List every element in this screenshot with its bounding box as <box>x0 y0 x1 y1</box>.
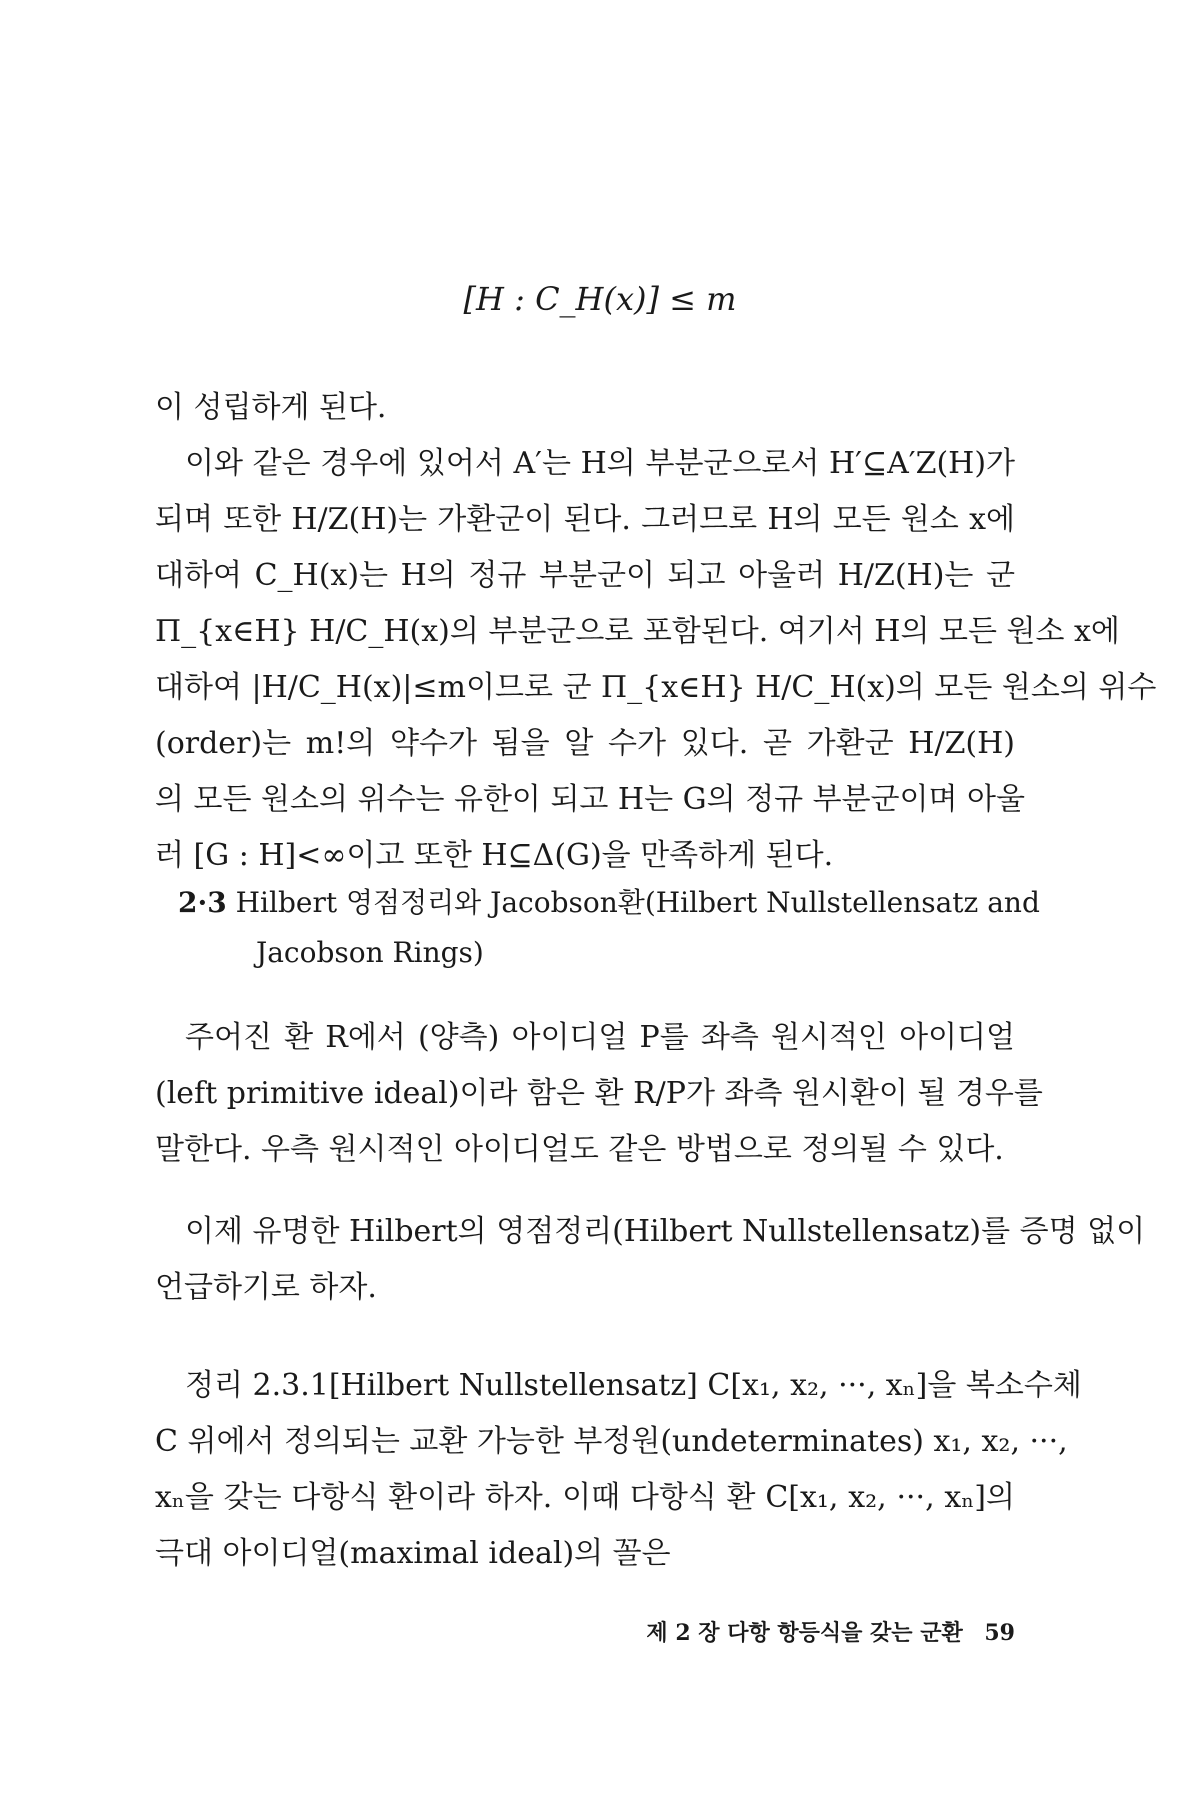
text-line: (left primitive ideal)이라 함은 환 R/P가 좌측 원시환이 될 경우를 <box>155 1076 1043 1111</box>
text-line: 이 성립하게 된다. <box>155 390 387 425</box>
text-line: 의 모든 원소의 위수는 유한이 되고 H는 G의 정규 부분군이며 아울 <box>155 782 1025 817</box>
text-line: 말한다. 우측 원시적인 아이디얼도 같은 방법으로 정의될 수 있다. <box>155 1132 1004 1167</box>
paragraph-4 <box>155 1204 1146 1316</box>
paragraph-1 <box>155 380 1015 436</box>
text-line: C 위에서 정의되는 교환 가능한 부정원(undeterminates) x₁, x₂, ···, <box>155 1424 1068 1459</box>
paragraph-2 <box>155 436 1157 884</box>
section-number: 2·3 <box>178 886 227 919</box>
text-line: Π_{x∈H} H/C_H(x)의 부분군으로 포함된다. 여기서 H의 모든 원소 x에 <box>155 614 1120 649</box>
text-line: 정리 2.3.1[Hilbert Nullstellensatz] C[x₁, x₂, ···, xₙ]을 복소수체 <box>185 1368 1082 1403</box>
section-title-line-2: Jacobson Rings) <box>256 936 484 969</box>
page-footer <box>565 1616 1015 1647</box>
section-heading <box>178 878 1040 978</box>
text-line: xₙ을 갖는 다항식 환이라 하자. 이때 다항식 환 C[x₁, x₂, ···, xₙ]의 <box>155 1480 1015 1515</box>
section-title-line-1 <box>178 878 1040 928</box>
page-number: 59 <box>984 1620 1015 1646</box>
text-line: 대하여 C_H(x)는 H의 정규 부분군이 되고 아울러 H/Z(H)는 군 <box>155 558 1015 593</box>
text-line: 언급하기로 하자. <box>155 1270 377 1305</box>
running-title: 제 2 장 다항 항등식을 갖는 군환 <box>646 1620 963 1646</box>
section-title: Hilbert 영점정리와 Jacobson환(Hilbert Nullstellensatz and <box>235 886 1040 919</box>
text-line: 러 [G : H]<∞이고 또한 H⊆Δ(G)을 만족하게 된다. <box>155 838 834 873</box>
text-line: 주어진 환 R에서 (양측) 아이디얼 P를 좌측 원시적인 아이디얼 <box>185 1020 1015 1055</box>
text-line: 되며 또한 H/Z(H)는 가환군이 된다. 그러므로 H의 모든 원소 x에 <box>155 502 1015 537</box>
text-line: 이와 같은 경우에 있어서 A′는 H의 부분군으로서 H′⊆A′Z(H)가 <box>185 446 1015 481</box>
text-line: 대하여 |H/C_H(x)|≤m이므로 군 Π_{x∈H} H/C_H(x)의 모든 원소의 위수 <box>155 670 1157 705</box>
theorem-2-3-1 <box>155 1358 1082 1582</box>
text-line: 극대 아이디얼(maximal ideal)의 꼴은 <box>155 1536 671 1571</box>
paragraph-3 <box>155 1010 1043 1178</box>
display-equation: [H : C_H(x)] ≤ m <box>463 280 737 318</box>
text-line: 이제 유명한 Hilbert의 영점정리(Hilbert Nullstellensatz)를 증명 없이 <box>185 1214 1146 1249</box>
text-line: (order)는 m!의 약수가 됨을 알 수가 있다. 곧 가환군 H/Z(H) <box>155 726 1015 761</box>
